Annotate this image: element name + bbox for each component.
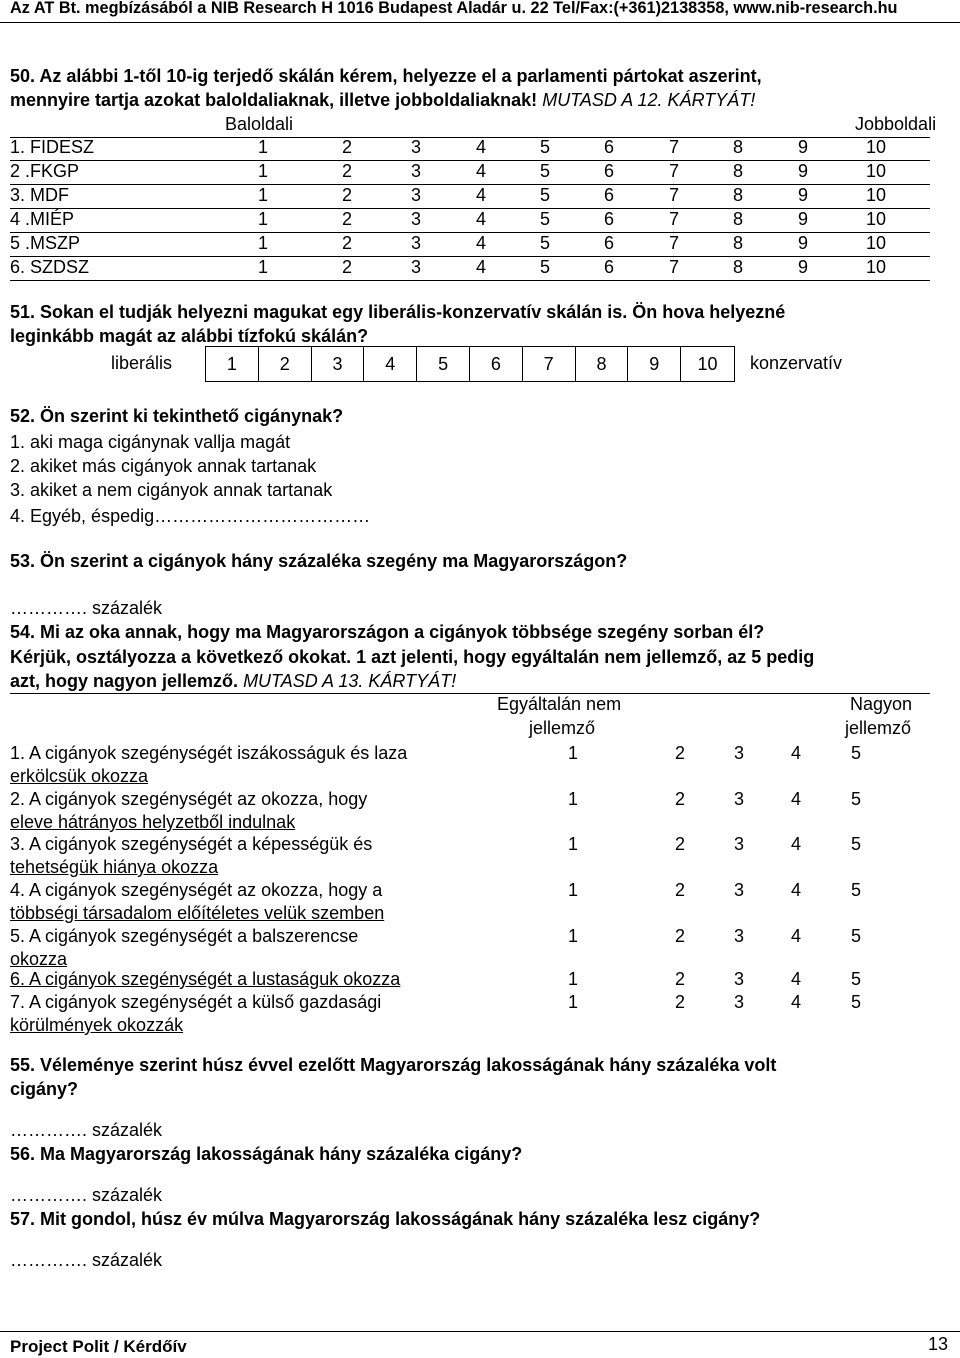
q51-scale-box[interactable]: 3 [312, 347, 365, 381]
q55-answer: …………. százalék [10, 1120, 163, 1140]
q54-rating-value[interactable]: 5 [850, 992, 861, 1012]
q54-rating-value[interactable]: 2 [674, 969, 685, 989]
q51-scale-box[interactable]: 7 [523, 347, 576, 381]
q50-scale-value[interactable]: 8 [732, 209, 743, 229]
q54-rating-value[interactable]: 3 [733, 926, 744, 946]
q54-reason-text: 5. A cigányok szegénységét a balszerencse [10, 926, 359, 946]
header-rule [0, 22, 960, 23]
q50-scale-value[interactable]: 4 [475, 161, 486, 181]
q50-party-name: 6. SZDSZ [10, 257, 90, 277]
q50-scale-value[interactable]: 3 [410, 137, 421, 157]
q51-scale-box[interactable]: 8 [576, 347, 629, 381]
q50-scale-value[interactable]: 3 [410, 257, 421, 277]
q54-rating-value[interactable]: 1 [567, 789, 578, 809]
q54-rating-value[interactable]: 5 [850, 789, 861, 809]
q50-scale-value[interactable]: 7 [668, 161, 679, 181]
page-number: 13 [928, 1334, 949, 1354]
q54-rating-value[interactable]: 1 [567, 834, 578, 854]
q54-rating-value[interactable]: 3 [733, 969, 744, 989]
q50-scale-value[interactable]: 8 [732, 161, 743, 181]
q50-party-name: 4 .MIÉP [10, 209, 75, 229]
q50-scale-value[interactable]: 10 [865, 209, 887, 229]
q54-rating-value[interactable]: 2 [674, 880, 685, 900]
q51-scale [205, 346, 735, 382]
q51-scale-box[interactable]: 2 [259, 347, 312, 381]
q54-reason-text-cont: tehetségük hiánya okozza [10, 857, 219, 877]
q50-row-rule [10, 280, 930, 281]
q51-scale-box[interactable]: 1 [206, 347, 259, 381]
q50-scale-value[interactable]: 7 [668, 209, 679, 229]
q54-instruction: MUTASD A 13. KÁRTYÁT! [243, 671, 457, 691]
q50-party-name: 1. FIDESZ [10, 137, 95, 157]
q54-rating-value[interactable]: 5 [850, 834, 861, 854]
q53-title: 53. Ön szerint a cigányok hány százaléka szegény ma Magyarországon? [10, 551, 628, 571]
q50-scale-value[interactable]: 2 [341, 185, 352, 205]
q50-scale-value[interactable]: 6 [603, 161, 614, 181]
q50-scale-value[interactable]: 10 [865, 233, 887, 253]
q50-scale-value[interactable]: 9 [797, 185, 808, 205]
q54-col-low-line1: Egyáltalán nem [497, 694, 622, 714]
q50-party-name: 5 .MSZP [10, 233, 81, 253]
q50-scale-value[interactable]: 6 [603, 209, 614, 229]
q50-scale-value[interactable]: 5 [539, 209, 550, 229]
q50-party-name: 3. MDF [10, 185, 70, 205]
q54-title-line3-wrap [10, 671, 456, 692]
q50-scale-value[interactable]: 2 [341, 161, 352, 181]
q54-reason-text: 3. A cigányok szegénységét a képességük és [10, 834, 373, 854]
q50-scale-value[interactable]: 2 [341, 137, 352, 157]
q50-party-row [0, 233, 960, 257]
q50-party-row [0, 185, 960, 209]
q50-scale-value[interactable]: 6 [603, 137, 614, 157]
q50-scale-value[interactable]: 5 [539, 185, 550, 205]
q52-option: 3. akiket a nem cigányok annak tartanak [10, 480, 333, 500]
q54-reason-text: 4. A cigányok szegénységét az okozza, hogy a [10, 880, 383, 900]
q54-rating-value[interactable]: 1 [567, 880, 578, 900]
q50-scale-value[interactable]: 6 [603, 185, 614, 205]
q50-scale-value[interactable]: 7 [668, 257, 679, 277]
q50-party-row [0, 161, 960, 185]
q50-scale-value[interactable]: 7 [668, 185, 679, 205]
q50-scale-value[interactable]: 5 [539, 137, 550, 157]
q50-scale-value[interactable]: 6 [603, 233, 614, 253]
q54-rating-value[interactable]: 4 [790, 880, 801, 900]
q50-scale-value[interactable]: 1 [257, 233, 268, 253]
q50-scale-value[interactable]: 8 [732, 137, 743, 157]
q50-scale-value[interactable]: 2 [341, 257, 352, 277]
q54-rating-value[interactable]: 3 [733, 834, 744, 854]
q50-scale-value[interactable]: 4 [475, 209, 486, 229]
q50-title-line1: 50. Az alábbi 1-től 10-ig terjedő skálán kérem, helyezze el a parlamenti pártokat aszerint, [10, 66, 762, 86]
q50-scale-value[interactable]: 1 [257, 185, 268, 205]
q50-scale-value[interactable]: 10 [865, 185, 887, 205]
q51-title-line1: 51. Sokan el tudják helyezni magukat egy liberális-konzervatív skálán is. Ön hova helyezné [10, 302, 786, 322]
q50-scale-value[interactable]: 8 [732, 257, 743, 277]
q50-party-row [0, 137, 960, 161]
q50-instruction: MUTASD A 12. KÁRTYÁT! [542, 90, 756, 110]
q54-reason-text-cont: okozza [10, 949, 68, 969]
q56-title: 56. Ma Magyarország lakosságának hány százaléka cigány? [10, 1144, 523, 1164]
q52-option: 1. aki maga cigánynak vallja magát [10, 432, 291, 452]
q50-party-name: 2 .FKGP [10, 161, 80, 181]
q50-party-row [0, 209, 960, 233]
q50-scale-value[interactable]: 3 [410, 233, 421, 253]
q54-reason-text-cont: többségi társadalom előítéletes velük szemben [10, 903, 385, 923]
q54-title-line2: Kérjük, osztályozza a következő okokat. 1 azt jelenti, hogy egyáltalán nem jellemző, az 5 pedig [10, 647, 815, 667]
q54-table-top-rule [10, 693, 930, 694]
q54-rating-value[interactable]: 2 [674, 834, 685, 854]
q50-scale-value[interactable]: 3 [410, 209, 421, 229]
q54-rating-value[interactable]: 5 [850, 743, 861, 763]
q50-scale-value[interactable]: 9 [797, 257, 808, 277]
q55-title-line1: 55. Véleménye szerint húsz évvel ezelőtt Magyarország lakosságának hány százaléka volt [10, 1055, 777, 1075]
q51-title-line2: leginkább magát az alábbi tízfokú skálán? [10, 326, 369, 346]
q50-scale-value[interactable]: 3 [410, 161, 421, 181]
q54-rating-value[interactable]: 1 [567, 992, 578, 1012]
q54-rating-value[interactable]: 3 [733, 789, 744, 809]
q57-title: 57. Mit gondol, húsz év múlva Magyarország lakosságának hány százaléka lesz cigány? [10, 1209, 761, 1229]
q54-reason-text: 1. A cigányok szegénységét iszákosságuk és laza [10, 743, 408, 763]
q50-right-label: Jobboldali [855, 114, 937, 134]
q50-scale-value[interactable]: 1 [257, 161, 268, 181]
q54-rating-value[interactable]: 4 [790, 743, 801, 763]
q54-col-low-line2: jellemző [529, 718, 596, 738]
q50-scale-value[interactable]: 8 [732, 185, 743, 205]
q54-rating-value[interactable]: 1 [567, 926, 578, 946]
q50-scale-value[interactable]: 5 [539, 233, 550, 253]
q52-title: 52. Ön szerint ki tekinthető cigánynak? [10, 406, 344, 426]
q54-rating-value[interactable]: 4 [790, 969, 801, 989]
q54-rating-value[interactable]: 3 [733, 880, 744, 900]
q50-scale-value[interactable]: 10 [865, 257, 887, 277]
q50-scale-value[interactable]: 10 [865, 161, 887, 181]
q54-rating-value[interactable]: 4 [790, 789, 801, 809]
q50-scale-value[interactable]: 7 [668, 137, 679, 157]
q50-title-line2-wrap [10, 90, 755, 111]
q50-scale-value[interactable]: 1 [257, 209, 268, 229]
q50-scale-value[interactable]: 1 [257, 137, 268, 157]
q50-scale-value[interactable]: 5 [539, 161, 550, 181]
q51-left-label: liberális [111, 353, 173, 373]
q54-title-line1: 54. Mi az oka annak, hogy ma Magyarországon a cigányok többsége szegény sorban él? [10, 622, 765, 642]
q54-rating-value[interactable]: 4 [790, 992, 801, 1012]
q56-answer: …………. százalék [10, 1185, 163, 1205]
q54-rating-value[interactable]: 5 [850, 969, 861, 989]
q50-scale-value[interactable]: 9 [797, 209, 808, 229]
q54-rating-value[interactable]: 5 [850, 880, 861, 900]
q50-scale-value[interactable]: 7 [668, 233, 679, 253]
q54-rating-value[interactable]: 2 [674, 789, 685, 809]
q51-scale-box[interactable]: 9 [628, 347, 681, 381]
q50-scale-value[interactable]: 1 [257, 257, 268, 277]
q54-rating-value[interactable]: 2 [674, 926, 685, 946]
q54-reason-text-cont: körülmények okozzák [10, 1015, 184, 1035]
q51-scale-box[interactable]: 4 [364, 347, 417, 381]
q54-reason-text: 2. A cigányok szegénységét az okozza, hogy [10, 789, 368, 809]
q50-title-line2: mennyire tartja azokat baloldaliaknak, illetve jobboldaliaknak! [10, 90, 538, 110]
q54-reason-text: 6. A cigányok szegénységét a lustaságuk okozza [10, 969, 401, 989]
q54-rating-value[interactable]: 4 [790, 926, 801, 946]
footer-rule [0, 1331, 960, 1332]
q50-scale-value[interactable]: 8 [732, 233, 743, 253]
q54-rating-value[interactable]: 4 [790, 834, 801, 854]
q50-party-row [0, 257, 960, 281]
q54-reason-text: 7. A cigányok szegénységét a külső gazdasági [10, 992, 382, 1012]
q50-scale-value[interactable]: 2 [341, 233, 352, 253]
q51-scale-box[interactable]: 10 [697, 354, 718, 374]
q54-reason-text-cont: eleve hátrányos helyzetből indulnak [10, 812, 296, 832]
q50-scale-value[interactable]: 4 [475, 137, 486, 157]
q54-col-high-line1: Nagyon [850, 694, 913, 714]
q50-scale-value[interactable]: 9 [797, 233, 808, 253]
q50-scale-value[interactable]: 4 [475, 185, 486, 205]
q50-scale-value[interactable]: 3 [410, 185, 421, 205]
q50-scale-value[interactable]: 9 [797, 161, 808, 181]
q50-scale-value[interactable]: 6 [603, 257, 614, 277]
q54-col-high-line2: jellemző [845, 718, 912, 738]
q54-rating-value[interactable]: 2 [674, 743, 685, 763]
q50-scale-value[interactable]: 10 [865, 137, 887, 157]
q52-option: 2. akiket más cigányok annak tartanak [10, 456, 317, 476]
q50-left-label: Baloldali [225, 114, 294, 134]
q54-title-line3: azt, hogy nagyon jellemző. [10, 671, 239, 691]
q54-rating-value[interactable]: 1 [567, 969, 578, 989]
q50-scale-value[interactable]: 4 [475, 257, 486, 277]
q50-scale-value[interactable]: 5 [539, 257, 550, 277]
q50-scale-value[interactable]: 4 [475, 233, 486, 253]
q51-scale-box[interactable]: 5 [417, 347, 470, 381]
q50-scale-value[interactable]: 2 [341, 209, 352, 229]
q50-scale-value[interactable]: 9 [797, 137, 808, 157]
q54-rating-value[interactable]: 3 [733, 743, 744, 763]
page-header: Az AT Bt. megbízásából a NIB Research H 1016 Budapest Aladár u. 22 Tel/Fax:(+361)2138358, www.nib-research.hu [10, 0, 898, 17]
q53-answer: …………. százalék [10, 598, 163, 618]
q54-rating-value[interactable]: 5 [850, 926, 861, 946]
q51-scale-box[interactable]: 6 [470, 347, 523, 381]
q55-title-line2: cigány? [10, 1079, 79, 1099]
q54-rating-value[interactable]: 3 [733, 992, 744, 1012]
q54-rating-value[interactable]: 1 [567, 743, 578, 763]
q54-rating-value[interactable]: 2 [674, 992, 685, 1012]
footer-title: Project Polit / Kérdőív [10, 1337, 187, 1356]
q54-reason-text-cont: erkölcsük okozza [10, 766, 149, 786]
q57-answer: …………. százalék [10, 1250, 163, 1270]
q51-right-label: konzervatív [750, 353, 843, 373]
q52-option: 4. Egyéb, éspedig……………………………… [10, 506, 371, 526]
